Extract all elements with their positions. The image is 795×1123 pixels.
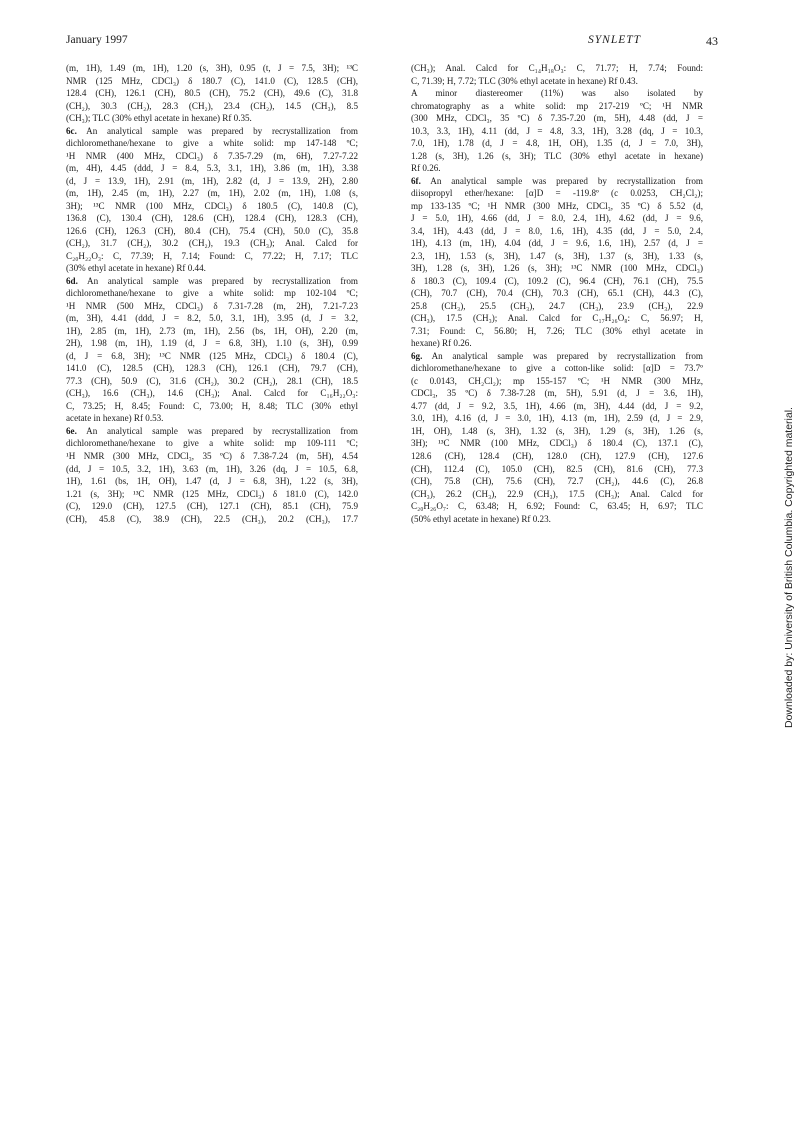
right-column (411, 62, 703, 525)
text-line: 128.6 (CH), 128.4 (CH), 128.0 (CH), 127.9 (CH), 127.6 (411, 450, 703, 461)
text-line: 2.3, 1H), 1.53 (s, 3H), 1.47 (s, 3H), 1.37 (s, 3H), 1.33 (s, (411, 250, 703, 261)
running-header-date: January 1997 (66, 34, 128, 46)
text-line: A minor diastereomer (11%) was also isolated by (411, 88, 703, 99)
text-line: 4.77 (dd, J = 9.2, 3.5, 1H), 4.66 (m, 3H), 4.44 (dd, J = 9.2, (411, 400, 703, 411)
text-line: (CH₃); Anal. Calcd for C₁₄H₁₈O₃: C, 71.77; H, 7.74; Found: (411, 63, 703, 73)
text-line: ¹H NMR (500 MHz, CDCl₃) δ 7.31-7.28 (m, 2H), 7.21-7.23 (66, 300, 358, 311)
running-header-journal: SYNLETT (588, 34, 642, 46)
text-line: 1.21 (s, 3H); ¹³C NMR (125 MHz, CDCl₃) δ 181.0 (C), 142.0 (66, 488, 358, 499)
text-line: mp 133-135 ºC; ¹H NMR (300 MHz, CDCl₃, 35 ºC) δ 5.52 (d, (411, 200, 703, 211)
text-line: 77.3 (CH), 50.9 (C), 31.6 (CH₂), 30.2 (CH₂), 28.1 (CH), 18.5 (66, 375, 358, 386)
text-line: (30% ethyl acetate in hexane) Rf 0.44. (66, 263, 206, 274)
left-column (66, 62, 358, 525)
text-line: 126.6 (CH), 126.3 (CH), 80.4 (CH), 75.4 (CH), 50.0 (C), 35.8 (66, 225, 358, 236)
text-line: 7.0, 1H), 1.78 (d, J = 4.8, 1H, OH), 1.35 (d, J = 7.0, 3H), (411, 138, 703, 149)
text-line: C, 73.25; H, 8.45; Found: C, 73.00; H, 8.48; TLC (30% ethyl (66, 400, 358, 411)
text-line: δ 180.3 (C), 109.4 (C), 109.2 (C), 96.4 (CH), 76.1 (CH), 75.5 (411, 275, 703, 286)
text-line: ¹H NMR (300 MHz, CDCl₃, 35 ºC) δ 7.38-7.24 (m, 5H), 4.54 (66, 450, 358, 461)
text-line: (C), 129.0 (CH), 127.5 (CH), 127.1 (CH), 85.1 (CH), 75.9 (66, 501, 358, 512)
text-line: (c 0.0143, CH₂Cl₂); mp 155-157 ºC; ¹H NMR (300 MHz, (411, 375, 703, 386)
text-line: (CH₃); TLC (30% ethyl acetate in hexane) Rf 0.35. (66, 113, 252, 124)
text-line: 25.8 (CH₃), 25.5 (CH₃), 24.7 (CH₃), 23.9 (CH₃), 22.9 (411, 300, 703, 311)
text-line: 1H, OH), 1.48 (s, 3H), 1.32 (s, 3H), 1.29 (s, 3H), 1.26 (s, (411, 425, 703, 436)
text-line: 10.3, 3.3, 1H), 4.11 (dd, J = 4.8, 3.3, 1H), 3.28 (dq, J = 10.3, (411, 125, 703, 136)
text-line: dichloromethane/hexane to give a white solid: mp 102-104 ºC; (66, 288, 358, 299)
text-line: dichloromethane/hexane to give a cotton-like solid: [α]D = 73.7º (411, 363, 703, 374)
compound-label-line: 6d. An analytical sample was prepared by recrystallization from (66, 275, 358, 286)
text-line: (CH₃), 26.2 (CH₃), 22.9 (CH₃), 17.5 (CH₃); Anal. Calcd for (411, 488, 703, 499)
text-line: 128.4 (CH), 126.1 (CH), 80.5 (CH), 75.2 (CH), 49.6 (C), 31.8 (66, 88, 358, 99)
text-line: (CH), 112.4 (C), 105.0 (CH), 82.5 (CH), 81.6 (CH), 77.3 (411, 463, 703, 474)
text-line: dichloromethane/hexane to give a white solid: mp 147-148 ºC; (66, 138, 358, 149)
text-line: diisopropyl ether/hexane: [α]D = -119.8º (c 0.0253, CH₂Cl₂); (411, 188, 703, 199)
text-line: 3H); ¹³C NMR (100 MHz, CDCl₃) δ 180.4 (C), 137.1 (C), (411, 438, 703, 449)
text-line: (m, 4H), 4.45 (ddd, J = 8.4, 5.3, 3.1, 1H), 3.86 (m, 1H), 3.38 (66, 163, 358, 174)
text-line: 2H), 1.98 (m, 1H), 1.19 (d, J = 6.8, 3H), 1.10 (s, 3H), 0.99 (66, 338, 358, 349)
text-line: (m, 1H), 1.49 (m, 1H), 1.20 (s, 3H), 0.95 (t, J = 7.5, 3H); ¹³C (66, 63, 358, 73)
compound-label-line: 6e. An analytical sample was prepared by recrystallization from (66, 425, 358, 436)
text-line: 7.31; Found: C, 56.80; H, 7.26; TLC (30% ethyl acetate in (411, 325, 703, 336)
text-line: (CH₂), 30.3 (CH₂), 28.3 (CH₂), 23.4 (CH₂), 14.5 (CH₃), 8.5 (66, 100, 358, 111)
text-line: (m, 3H), 4.41 (ddd, J = 8.2, 5.0, 3.1, 1H), 3.95 (d, J = 3.2, (66, 313, 358, 324)
text-line: 136.8 (C), 130.4 (CH), 128.6 (CH), 128.4 (CH), 128.3 (CH), (66, 213, 358, 224)
text-line: 1H), 4.13 (m, 1H), 4.04 (dd, J = 9.6, 1.6, 1H), 2.57 (d, J = (411, 238, 703, 249)
text-line: 3H); ¹³C NMR (100 MHz, CDCl₃) δ 180.5 (C), 140.8 (C), (66, 200, 358, 211)
text-line: (m, 1H), 2.45 (m, 1H), 2.27 (m, 1H), 2.02 (m, 1H), 1.08 (s, (66, 188, 358, 199)
text-line: (50% ethyl acetate in hexane) Rf 0.23. (411, 513, 551, 524)
text-line: hexane) Rf 0.26. (411, 338, 472, 349)
text-line: (d, J = 13.9, 1H), 2.91 (m, 1H), 2.82 (d, J = 13.9, 2H), 2.80 (66, 175, 358, 186)
text-line: dichloromethane/hexane to give a white solid: mp 109-111 ºC; (66, 438, 358, 449)
text-line: C₂₀H₂₆O₇: C, 63.48; H, 6.92; Found: C, 63.45; H, 6.97; TLC (411, 501, 703, 512)
text-line: (CH), 75.8 (CH), 75.6 (CH), 72.7 (CH₂), 44.6 (C), 26.8 (411, 476, 703, 487)
page-number: 43 (706, 34, 718, 48)
text-line: (dd, J = 10.5, 3.2, 1H), 3.63 (m, 1H), 3.26 (dq, J = 10.5, 6.8, (66, 463, 358, 474)
text-line: CDCl₃, 35 ºC) δ 7.38-7.28 (m, 5H), 5.91 (d, J = 3.6, 1H), (411, 388, 703, 399)
text-line: 1H), 1.61 (bs, 1H, OH), 1.47 (d, J = 6.8, 3H), 1.22 (s, 3H), (66, 476, 358, 487)
text-line: C₂₀H₂₂O₃: C, 77.39; H, 7.14; Found: C, 77.22; H, 7.17; TLC (66, 250, 358, 261)
text-line: (CH₂), 31.7 (CH₂), 30.2 (CH₂), 19.3 (CH₃); Anal. Calcd for (66, 238, 358, 249)
text-line: (CH), 45.8 (C), 38.9 (CH), 22.5 (CH₃), 20.2 (CH₃), 17.7 (66, 513, 358, 524)
text-line: ¹H NMR (400 MHz, CDCl₃) δ 7.35-7.29 (m, 6H), 7.27-7.22 (66, 150, 358, 161)
text-line: (CH₃), 16.6 (CH₃), 14.6 (CH₃); Anal. Calcd for C₁₆H₂₂O₃: (66, 388, 358, 399)
text-line: Rf 0.26. (411, 163, 441, 174)
text-line: 3H), 1.28 (s, 3H), 1.26 (s, 3H); ¹³C NMR (100 MHz, CDCl₃) (411, 263, 703, 274)
text-line: NMR (125 MHz, CDCl₃) δ 180.7 (C), 141.0 (C), 128.5 (CH), (66, 75, 358, 86)
text-line: chromatography as a white solid: mp 217-219 ºC; ¹H NMR (411, 100, 703, 111)
text-line: 141.0 (C), 128.5 (CH), 128.3 (CH), 126.1 (CH), 79.7 (CH), (66, 363, 358, 374)
compound-label-line: 6f. An analytical sample was prepared by recrystallization from (411, 175, 703, 186)
compound-label-line: 6c. An analytical sample was prepared by recrystallization from (66, 125, 358, 136)
text-line: 1.28 (s, 3H), 1.26 (s, 3H); TLC (30% ethyl acetate in hexane) (411, 150, 703, 161)
text-line: (CH₃), 17.5 (CH₃); Anal. Calcd for C₁₇H₂₆O₈: C, 56.97; H, (411, 313, 703, 324)
download-notice: Downloaded by: University of British Columbia. Copyrighted material. (783, 407, 795, 728)
text-line: 3.4, 1H), 4.43 (dd, J = 8.0, 1.6, 1H), 4.35 (dd, J = 5.0, 2.4, (411, 225, 703, 236)
text-line: 3.0, 1H), 4.16 (d, J = 3.0, 1H), 4.13 (m, 1H), 2.59 (d, J = 2.9, (411, 413, 703, 424)
text-line: (d, J = 6.8, 3H); ¹³C NMR (125 MHz, CDCl₃) δ 180.4 (C), (66, 350, 358, 361)
text-line: C, 71.39; H, 7.72; TLC (30% ethyl acetate in hexane) Rf 0.43. (411, 75, 638, 86)
text-line: J = 5.0, 1H), 4.66 (dd, J = 8.0, 2.4, 1H), 4.62 (dd, J = 9.6, (411, 213, 703, 224)
text-line: (CH), 70.7 (CH), 70.4 (CH), 70.3 (CH), 65.1 (CH), 44.3 (C), (411, 288, 703, 299)
text-line: (300 MHz, CDCl₃, 35 ºC) δ 7.35-7.20 (m, 5H), 4.48 (dd, J = (411, 113, 703, 124)
compound-label-line: 6g. An analytical sample was prepared by recrystallization from (411, 350, 703, 361)
text-line: 1H), 2.85 (m, 1H), 2.73 (m, 1H), 2.56 (bs, 1H, OH), 2.20 (m, (66, 325, 358, 336)
text-line: acetate in hexane) Rf 0.53. (66, 413, 164, 424)
